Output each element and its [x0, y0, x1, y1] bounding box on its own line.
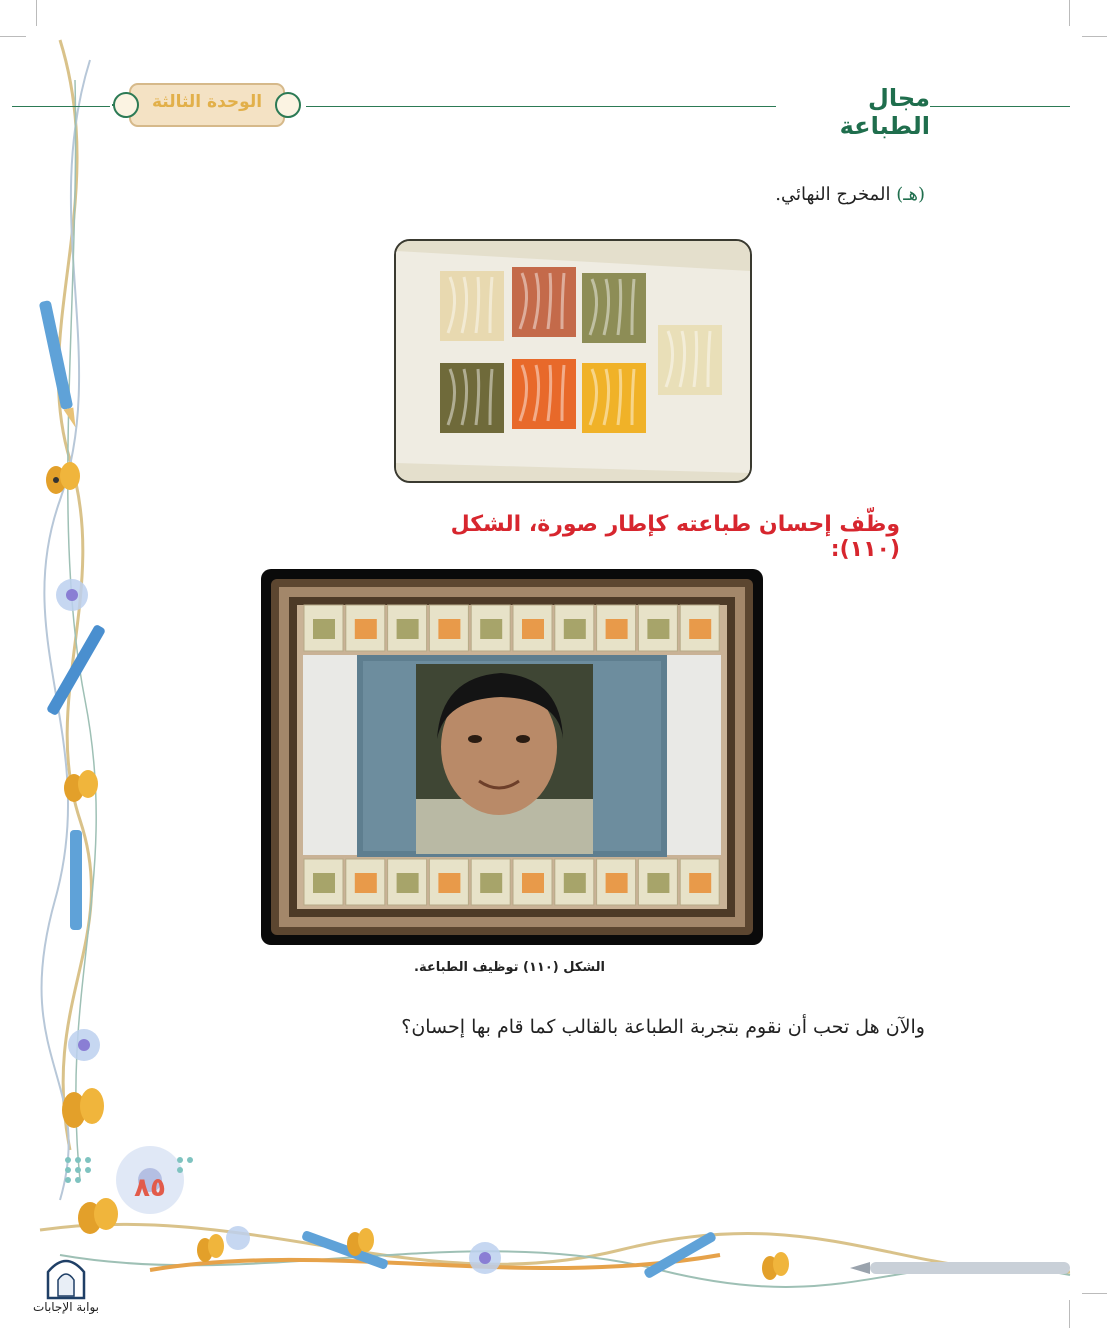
step-text: المخرج النهائي.	[775, 184, 891, 205]
print-tile-motif	[606, 873, 628, 893]
section-heading: وظّف إحسان طباعته كإطار صورة، الشكل (١١٠):	[450, 512, 900, 562]
print-tile-motif	[438, 619, 460, 639]
flower-icon	[469, 1242, 501, 1274]
header-rule	[12, 106, 110, 107]
print-tile-motif	[355, 619, 377, 639]
brush-icon	[850, 1262, 1070, 1274]
print-tile-motif	[397, 619, 419, 639]
page-number: ٨٥	[134, 1173, 166, 1203]
prints-photo-image	[396, 241, 750, 481]
portal-label: بوابة الإجابات	[32, 1300, 99, 1314]
print-tile-motif	[480, 873, 502, 893]
print-tile-motif	[397, 873, 419, 893]
question-text: والآن هل تحب أن نقوم بتجربة الطباعة بالقالب كما قام بها إحسان؟	[401, 1016, 925, 1038]
figure-caption: الشكل (١١٠) توظيف الطباعة.	[414, 960, 605, 975]
butterfly-icon	[78, 1198, 118, 1234]
step-letter: (هـ)	[896, 184, 925, 205]
print-tile-motif	[438, 873, 460, 893]
header-rule	[930, 106, 1070, 107]
flower-icon	[226, 1226, 250, 1250]
portrait-photo	[416, 664, 593, 854]
print-tile-motif	[522, 873, 544, 893]
print-tile-motif	[313, 873, 335, 893]
pen-icon	[70, 830, 82, 930]
butterfly-icon	[197, 1234, 224, 1262]
step-item	[640, 184, 925, 205]
flower-icon	[68, 1029, 100, 1061]
print-tile-motif	[647, 873, 669, 893]
framed-photo-image	[261, 569, 763, 945]
print-tile-motif	[606, 619, 628, 639]
pen-icon	[301, 1230, 389, 1270]
butterfly-icon	[46, 462, 80, 494]
print-tile-motif	[564, 619, 586, 639]
print-tile-motif	[313, 619, 335, 639]
print-tile-motif	[564, 873, 586, 893]
print-tile-motif	[689, 873, 711, 893]
print-tile-motif	[522, 619, 544, 639]
portal-logo-icon	[48, 1261, 84, 1298]
framed-photo	[261, 569, 763, 945]
butterfly-icon	[762, 1252, 789, 1280]
butterfly-icon	[62, 1088, 104, 1128]
prints-photo	[394, 239, 752, 483]
print-tile-motif	[480, 619, 502, 639]
print-tile-motif	[355, 873, 377, 893]
print-tile-motif	[689, 619, 711, 639]
header-rule	[306, 106, 776, 107]
unit-label: الوحدة الثالثة	[151, 92, 263, 112]
print-tile-motif	[647, 619, 669, 639]
section-title: مجال الطباعة	[839, 84, 930, 140]
flower-icon	[56, 579, 88, 611]
